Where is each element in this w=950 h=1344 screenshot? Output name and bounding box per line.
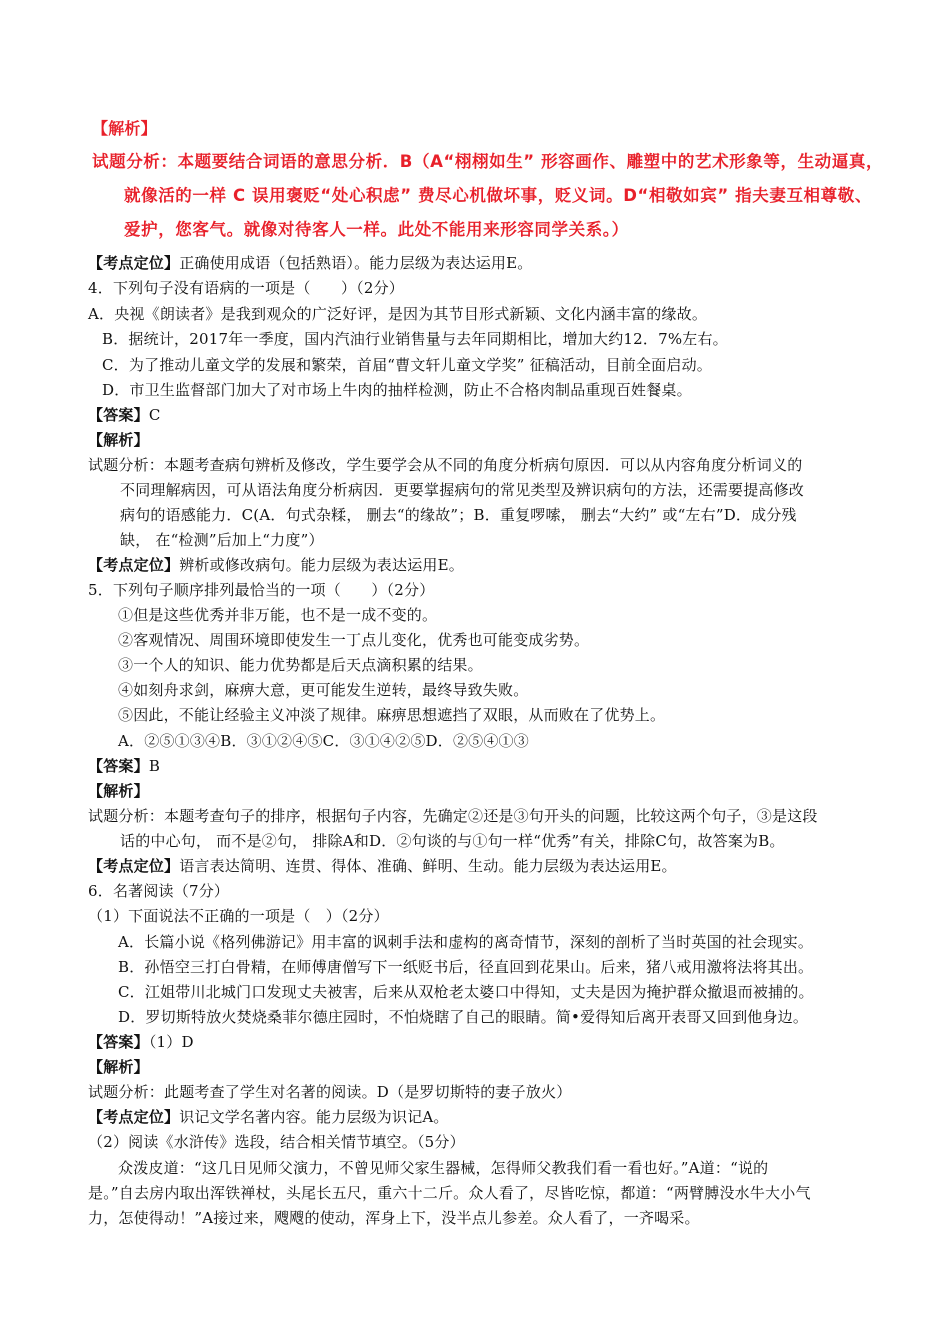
analysis-line: 缺， 在“检测”后加上“力度”） — [120, 531, 324, 549]
sentence-1: ①但是这些优秀并非万能，也不是一成不变的。 — [118, 606, 438, 624]
sentence-3: ③一个人的知识、能力优势都是后天点滴积累的结果。 — [118, 656, 483, 674]
analysis-heading: 【解析】 — [92, 119, 157, 138]
sentence-5: ⑤因此，不能让经验主义冲淡了规律。麻痹思想遮挡了双眼，从而败在了优势上。 — [118, 706, 666, 724]
analysis-line: 爱护，您客气。就像对待客人一样。此处不能用来形容同学关系。） — [124, 220, 629, 239]
answer-label: 【答案】 — [88, 406, 149, 424]
question-5-analysis-heading: 【解析】 — [88, 782, 149, 800]
kaodian-text: 辨析或修改病句。能力层级为表达运用E。 — [179, 556, 464, 574]
question-6-sub1: （1）下面说法不正确的一项是（ ）（2分） — [88, 907, 389, 925]
kaodian-label: 【考点定位】 — [88, 556, 180, 574]
question-6-option-c: C．江姐带川北城门口发现丈夫被害，后来从双枪老太婆口中得知，丈夫是因为掩护群众撤退而被捕的。 — [118, 983, 814, 1001]
kaodian-line — [88, 1107, 449, 1127]
question-4-option-d: D．市卫生监督部门加大了对市场上牛肉的抽样检测，防止不合格肉制品重现百姓餐桌。 — [102, 381, 692, 399]
answer-value: C — [148, 406, 161, 424]
answer-label: 【答案】 — [88, 1033, 149, 1051]
sentence-2: ②客观情况、周围环境即使发生一丁点儿变化，优秀也可能变成劣势。 — [118, 631, 590, 649]
kaodian-text: 识记文学名著内容。能力层级为识记A。 — [179, 1108, 449, 1126]
passage-line: 众泼皮道：“这几日见师父演力，不曾见师父家生器械，怎得师父教我们看一看也好。”A道：“说的 — [118, 1159, 769, 1177]
kaodian-line — [88, 253, 532, 273]
kaodian-label: 【考点定位】 — [88, 857, 180, 875]
question-5-answer — [88, 756, 160, 776]
question-4-answer — [88, 405, 161, 425]
question-6-answer — [88, 1032, 194, 1052]
analysis-line: 试题分析：本题考查病句辨析及修改，学生要学会从不同的角度分析病句原因．可以从内容角度分析词义的 — [88, 456, 803, 474]
passage-line: 力，怎使得动！”A接过来，飕飕的使动，浑身上下，没半点儿参差。众人看了，一齐喝采。 — [88, 1209, 700, 1227]
question-6-sub2: （2）阅读《水浒传》选段，结合相关情节填空。（5分） — [88, 1133, 465, 1151]
question-4-option-a: A．央视《朗读者》是我到观众的广泛好评，是因为其节目形式新颖、文化内涵丰富的缘故。 — [88, 305, 708, 323]
question-5-options: A．②⑤①③④B．③①②④⑤C．③①④②⑤D．②⑤④①③ — [118, 732, 529, 750]
question-6-option-a: A．长篇小说《格列佛游记》用丰富的讽刺手法和虚构的离奇情节，深刻的剖析了当时英国的社会现实。 — [118, 933, 814, 951]
question-6-stem: 6．名著阅读（7分） — [88, 882, 230, 900]
analysis-line: 话的中心句， 而不是②句， 排除A和D．②句谈的与①句一样“优秀”有关，排除C句，故答案为B。 — [120, 832, 785, 850]
question-5-stem: 5．下列句子顺序排列最恰当的一项（ ）（2分） — [88, 581, 435, 599]
passage-line: 是。”自去房内取出浑铁禅杖，头尾长五尺，重六十二斤。众人看了，尽皆吃惊，都道：“两臂膊没水牛大小气 — [88, 1184, 811, 1202]
question-6-option-b: B．孙悟空三打白骨精，在师傅唐僧写下一纸贬书后，径直回到花果山。后来，猪八戒用激将法将其出。 — [118, 958, 814, 976]
kaodian-text: 语言表达简明、连贯、得体、准确、鲜明、生动。能力层级为表达运用E。 — [179, 857, 677, 875]
analysis-line: 试题分析：本题考查句子的排序，根据句子内容，先确定②还是③句开头的问题，比较这两个句子，③是这段 — [88, 807, 818, 825]
analysis-line: 病句的语感能力．C(A．句式杂糅， 删去“的缘故”；B．重复啰嗦， 删去“大约” 或“左右”D．成分残 — [120, 506, 797, 524]
question-4-option-b: B．据统计，2017年一季度，国内汽油行业销售量与去年同期相比，增加大约12．7%左右。 — [102, 330, 728, 348]
question-4-option-c: C．为了推动儿童文学的发展和繁荣，首届“曹文轩儿童文学奖” 征稿活动，目前全面启动。 — [102, 356, 712, 374]
kaodian-text: 正确使用成语（包括熟语）。能力层级为表达运用E。 — [179, 254, 533, 272]
sentence-4: ④如刻舟求剑，麻痹大意，更可能发生逆转，最终导致失败。 — [118, 681, 529, 699]
question-4-analysis-heading: 【解析】 — [88, 431, 149, 449]
question-4-stem: 4．下列句子没有语病的一项是（ ）（2分） — [88, 279, 404, 297]
analysis-line: 不同理解病因，可从语法角度分析病因．更要掌握病句的常见类型及辨识病句的方法，还需要提高修改 — [120, 481, 805, 499]
question-6-option-d: D．罗切斯特放火焚烧桑菲尔德庄园时，不怕烧瞎了自己的眼睛。简•爱得知后离开表哥又回到他身边。 — [118, 1008, 809, 1026]
kaodian-label: 【考点定位】 — [88, 254, 180, 272]
analysis-line: 试题分析：此题考查了学生对名著的阅读。D（是罗切斯特的妻子放火） — [88, 1083, 572, 1101]
answer-label: 【答案】 — [88, 757, 149, 775]
kaodian-label: 【考点定位】 — [88, 1108, 180, 1126]
answer-value: B — [148, 757, 161, 775]
question-6-analysis-heading: 【解析】 — [88, 1058, 149, 1076]
kaodian-line — [88, 555, 464, 575]
analysis-line: 就像活的一样 C 误用褒贬“处心积虑” 费尽心机做坏事，贬义词。D“相敬如宾” 指夫妻互相尊敬、 — [124, 186, 872, 205]
answer-value: （1）D — [148, 1033, 194, 1051]
kaodian-line — [88, 856, 677, 876]
analysis-line: 试题分析：本题要结合词语的意思分析．B（A“栩栩如生” 形容画作、雕塑中的艺术形象等，生动逼真， — [92, 152, 884, 171]
